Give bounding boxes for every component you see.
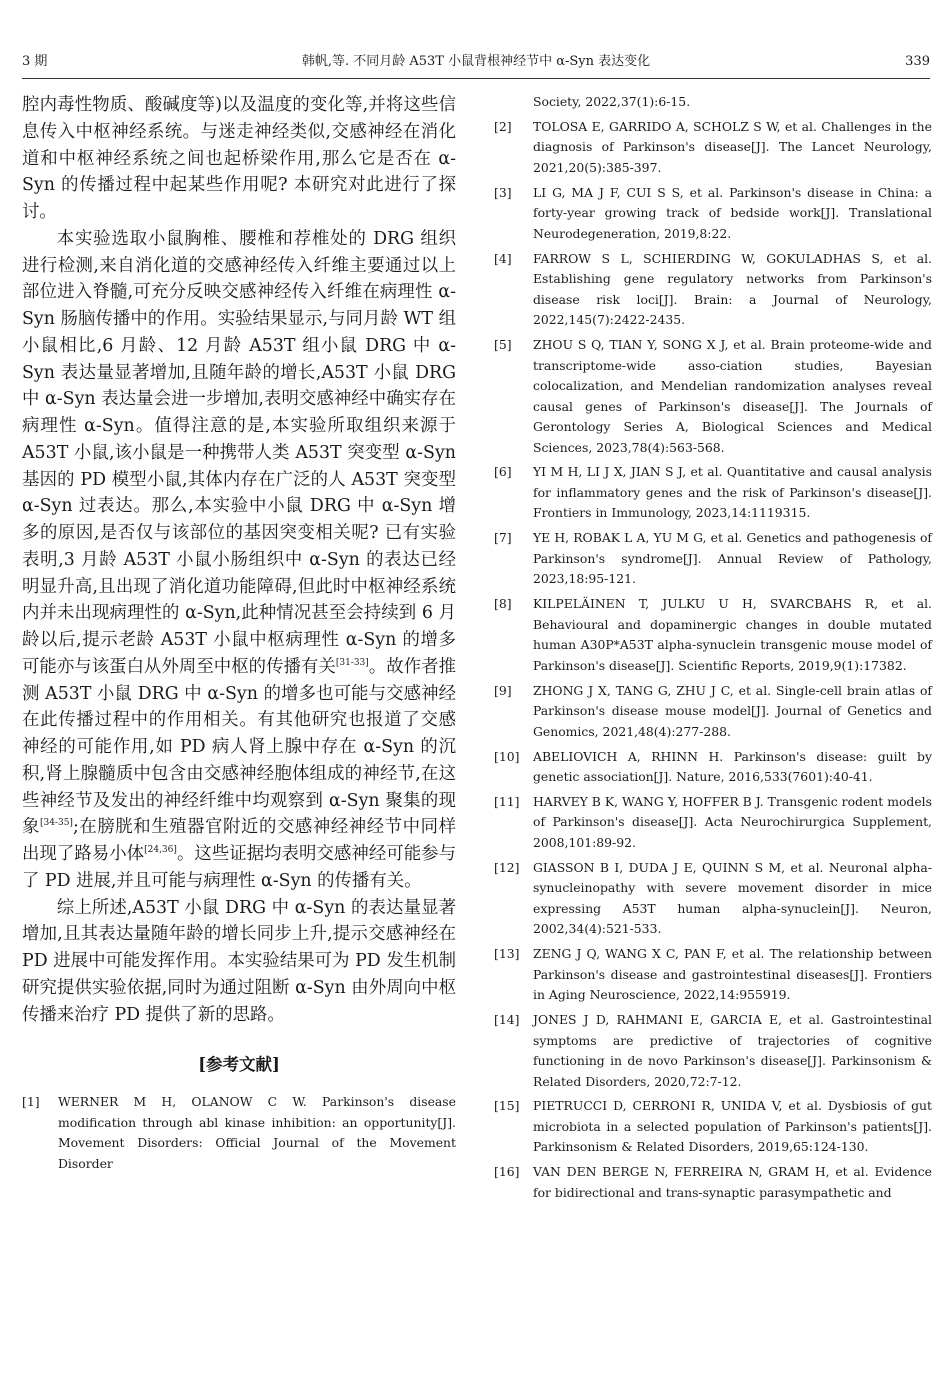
body-text: 。这些证据均表明交感神经可能参与了 PD 进展,并且可能与病理性 α-Syn 的传播有关。 <box>22 844 456 891</box>
reference-text: PIETRUCCI D, CERRONI R, UNIDA V, et al. Dysbiosis of gut microbiota in a selected population of Parkinson's patients[J]. Parkinsonism & Related Disorders, 2019,65:124-130. <box>533 1098 932 1155</box>
reference-text: ABELIOVICH A, RHINN H. Parkinson's disease: guilt by genetic association[J]. Nature, 2016,533(7601):40-41. <box>533 748 932 785</box>
reference-number: [3] <box>494 184 512 200</box>
references-heading: [参考文献] <box>198 1055 280 1075</box>
page-number: 339 <box>905 54 930 69</box>
reference-number: [9] <box>494 682 512 698</box>
reference-text: ZHOU S Q, TIAN Y, SONG X J, et al. Brain proteome-wide and transcriptome-wide asso-ciation studies, Bayesian colocalization, and Mendelian randomization analyses reveal causal genes of Parkinson's disease[J]. The Journals of Gerontology Series A, Biological Sciences and Medical Sciences, 2023,78(4):563-568. <box>533 337 932 455</box>
reference-number: [2] <box>494 118 512 134</box>
reference-item <box>494 335 932 458</box>
right-column <box>494 92 932 1208</box>
reference-number: [13] <box>494 946 520 962</box>
reference-number: [7] <box>494 530 512 546</box>
reference-item <box>494 249 932 331</box>
citation: [34-35] <box>39 818 73 829</box>
reference-list <box>494 117 932 1203</box>
reference-item <box>494 747 932 788</box>
running-header <box>22 52 930 72</box>
reference-number: [16] <box>494 1164 520 1180</box>
reference-item <box>494 117 932 179</box>
reference-number: [6] <box>494 464 512 480</box>
issue-label: 3 期 <box>22 54 48 69</box>
reference-item <box>494 528 932 590</box>
reference-number: [5] <box>494 337 512 353</box>
reference-item <box>494 858 932 940</box>
reference-number: [1] <box>22 1094 40 1110</box>
reference-item <box>494 183 932 245</box>
citation: [31-33] <box>335 657 369 668</box>
reference-text: TOLOSA E, GARRIDO A, SCHOLZ S W, et al. Challenges in the diagnosis of Parkinson's disease[J]. The Lancet Neurology, 2021,20(5):385-397. <box>533 118 932 175</box>
reference-item <box>494 1162 932 1203</box>
reference-text: FARROW S L, SCHIERDING W, GOKULADHAS S, et al. Establishing gene regulatory networks from Parkinson's disease risk loci[J]. Brain: a Journal of Neurology, 2022,145(7):2422-2435. <box>533 250 932 328</box>
reference-number: [15] <box>494 1098 520 1114</box>
running-title: 韩帆,等. 不同月龄 A53T 小鼠背根神经节中 α-Syn 表达变化 <box>301 54 651 69</box>
reference-text: JONES J D, RAHMANI E, GARCIA E, et al. Gastrointestinal symptoms are predictive of trajectories of cognitive functioning in de novo Parkinson's disease[J]. Parkinsonism & Related Disorders, 2020,72:7-12. <box>533 1012 932 1089</box>
reference-text: KILPELÄINEN T, JULKU U H, SVARCBAHS R, et al. Behavioural and dopaminergic changes in double mutated human A30P*A53T alpha-synuclein transgenic mouse model of Parkinson's disease[J]. Scientific Reports, 2019,9(1):17382. <box>533 596 932 673</box>
body-paragraph <box>22 226 456 895</box>
body-text: 。故作者推测 A53T 小鼠 DRG 中 α-Syn 的增多也可能与交感神经在此传播过程中的作用相关。有其他研究也报道了交感神经的可能作用,如 PD 病人肾上腺中存在 α-Syn 的沉积,肾上腺髓质中包含由交感神经胞体组成的神经节,在这些神经节及发出的神经纤维中均观察到 α-Syn 聚集的现象 <box>22 656 456 838</box>
reference-item <box>494 594 932 676</box>
body-paragraph: 综上所述,A53T 小鼠 DRG 中 α-Syn 的表达量显著增加,且其表达量随年龄的增长同步上升,提示交感神经在 PD 进展中可能发挥作用。本实验结果可为 PD 发生机制研究提供实验依据,同时为通过阻断 α-Syn 由外周向中枢传播来治疗 PD 提供了新的思路。 <box>22 897 456 1025</box>
reference-item <box>494 944 932 1006</box>
reference-text: LI G, MA J F, CUI S S, et al. Parkinson's disease in China: a forty-year growing track of bedside work[J]. Translational Neurodegeneration, 2019,8:22. <box>533 184 932 241</box>
body-text: ;在膀胱和生殖器官附近的交感神经神经节中同样出现了路易小体 <box>22 817 456 864</box>
reference-item <box>22 1092 456 1174</box>
reference-text: ZHONG J X, TANG G, ZHU J C, et al. Single-cell brain atlas of Parkinson's disease mouse model[J]. Journal of Genetics and Genomics, 2021,48(4):277-288. <box>533 682 932 739</box>
header-rule <box>22 78 930 79</box>
reference-text: HARVEY B K, WANG Y, HOFFER B J. Transgenic rodent models of Parkinson's disease[J]. Acta Neurochirurgica Supplement, 2008,101:89-92. <box>533 793 932 850</box>
reference-item <box>494 1096 932 1158</box>
reference-text: ZENG J Q, WANG X C, PAN F, et al. The relationship between Parkinson's disease and gastrointestinal diseases[J]. Frontiers in Aging Neuroscience, 2022,14:955919. <box>533 946 932 1003</box>
reference-number: [8] <box>494 596 512 612</box>
reference-item <box>494 1010 932 1092</box>
citation: [24,36] <box>144 845 177 855</box>
reference-number: [10] <box>494 748 520 764</box>
reference-item <box>494 462 932 524</box>
reference-number: [11] <box>494 793 520 809</box>
reference-item <box>494 792 932 854</box>
body-paragraph: 腔内毒性物质、酸碱度等)以及温度的变化等,并将这些信息传入中枢神经系统。与迷走神经类似,交感神经在消化道和中枢神经系统之间也起桥梁作用,那么它是否在 α-Syn 的传播过程中起某些作用呢? 本研究对此进行了探讨。 <box>22 95 456 222</box>
reference-item <box>494 681 932 743</box>
body-text: 本实验选取小鼠胸椎、腰椎和荐椎处的 DRG 组织进行检测,来自消化道的交感神经传入纤维主要通过以上部位进入脊髓,可充分反映交感神经传入纤维在病理性 α-Syn 肠脑传播中的作用。实验结果显示,与同月龄 WT 组小鼠相比,6 月龄、12 月龄 A53T 组小鼠 DRG 中 α-Syn 表达量显著增加,且随年龄的增长,A53T 小鼠 DRG 中 α-Syn 表达量会进一步增加,表明交感神经中确实存在病理性 α-Syn。值得注意的是,本实验所取组织来源于 A53T 小鼠,该小鼠是一种携带人类 A53T 突变型 α-Syn 基因的 PD 模型小鼠,其体内存在广泛的人 A53T 突变型 α-Syn 过表达。那么,本实验中小鼠 DRG 中 α-Syn 增多的原因,是否仅与该部位的基因突变相关呢? 已有实验表明,3 月龄 A53T 小鼠小肠组织中 α-Syn 的表达已经明显升高,且出现了消化道功能障碍,但此时中枢神经系统内并未出现病理性的 α-Syn,此种情况甚至会持续到 6 月龄以后,提示老龄 A53T 小鼠中枢病理性 α-Syn 的增多可能亦与该蛋白从外周至中枢的传播有关 <box>22 228 456 677</box>
reference-number: [12] <box>494 859 520 875</box>
reference-number: [14] <box>494 1012 520 1028</box>
reference-text: WERNER M H, OLANOW C W. Parkinson's disease modification through abl kinase inhibition: an opportunity[J]. Movement Disorders: Official Journal of the Movement Disorder <box>58 1094 456 1171</box>
reference-text: GIASSON B I, DUDA J E, QUINN S M, et al. Neuronal alpha-synucleinopathy with severe movement disorder in mice expressing A53T human alpha-synuclein[J]. Neuron, 2002,34(4):521-533. <box>533 859 932 937</box>
reference-continuation: Society, 2022,37(1):6-15. <box>533 94 691 109</box>
left-column <box>22 92 456 1174</box>
reference-number: [4] <box>494 250 512 266</box>
reference-text: YI M H, LI J X, JIAN S J, et al. Quantitative and causal analysis for inflammatory genes and the risk of Parkinson's disease[J]. Frontiers in Immunology, 2023,14:1119315. <box>533 464 932 521</box>
reference-text: VAN DEN BERGE N, FERREIRA N, GRAM H, et al. Evidence for bidirectional and trans-synaptic parasympathetic and <box>533 1164 932 1200</box>
reference-text: YE H, ROBAK L A, YU M G, et al. Genetics and pathogenesis of Parkinson's syndrome[J]. Annual Review of Pathology, 2023,18:95-121. <box>533 530 932 587</box>
